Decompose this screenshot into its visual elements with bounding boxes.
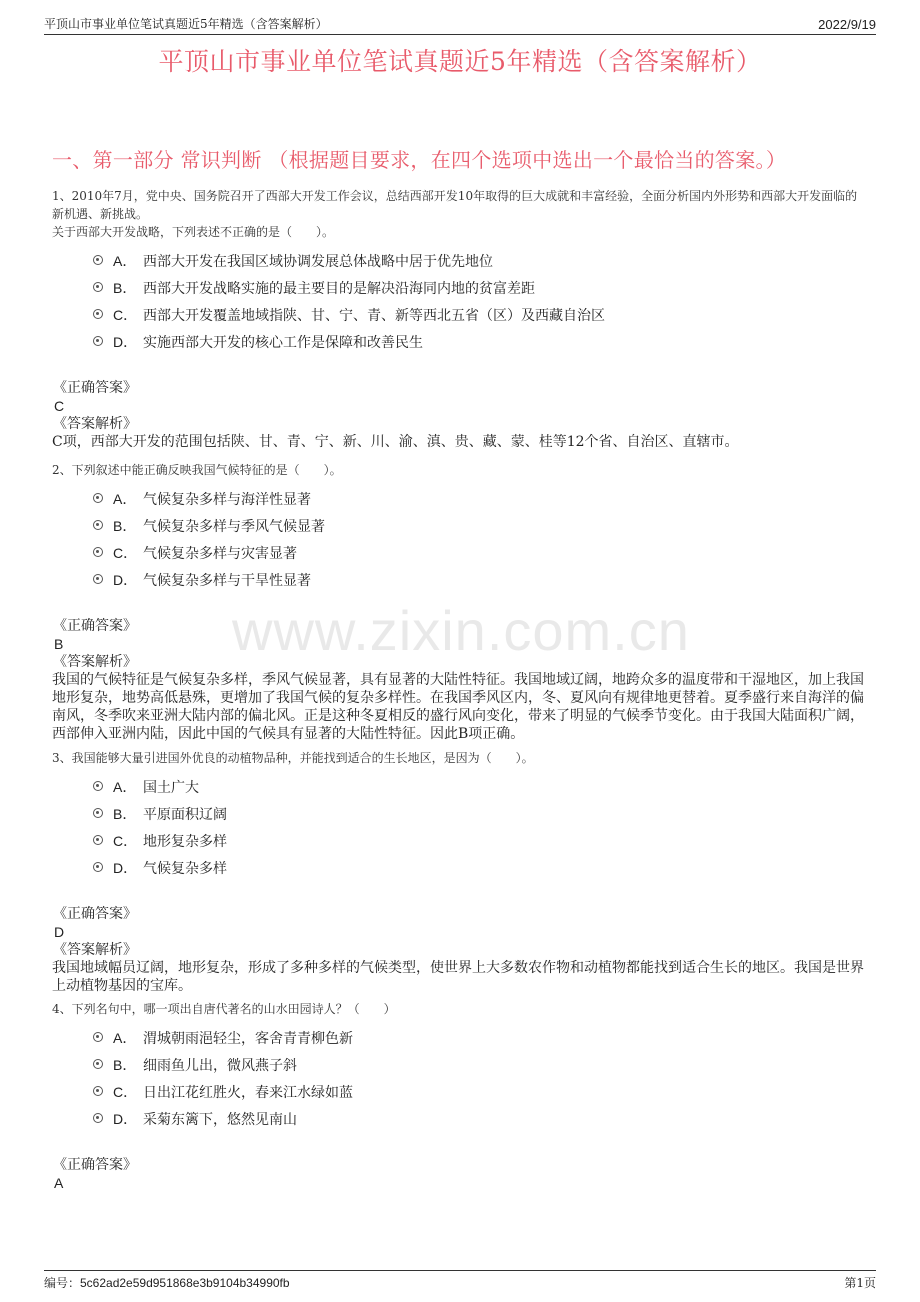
radio-icon[interactable] [93,1086,103,1096]
answer-label: 《正确答案》 [53,618,137,634]
page-header [44,10,876,35]
radio-icon[interactable] [93,520,103,530]
option-d[interactable] [52,328,864,355]
radio-icon[interactable] [93,862,103,872]
option-c[interactable] [52,539,864,566]
option-list [52,485,864,593]
answer-label: 《正确答案》 [53,380,137,396]
radio-icon[interactable] [93,835,103,845]
question-stem: 2、下列叙述中能正确反映我国气候特征的是（ ）。 [52,463,342,477]
radio-icon[interactable] [93,1113,103,1123]
option-a[interactable] [52,485,864,512]
option-text: 细雨鱼儿出，微风燕子斜 [143,1057,297,1074]
page-footer [44,1270,876,1291]
option-text: 实施西部大开发的核心工作是保障和改善民生 [143,334,423,351]
option-b[interactable] [52,1051,864,1078]
option-c[interactable] [52,301,864,328]
option-a[interactable] [52,1024,864,1051]
question-4 [52,1000,864,1192]
option-list [52,247,864,355]
option-letter: A． [113,252,137,269]
radio-icon[interactable] [93,808,103,818]
option-letter: D． [113,1110,138,1127]
explanation-label: 《答案解析》 [53,416,137,432]
option-letter: A． [113,1029,137,1046]
option-letter: D． [113,571,138,588]
answer-label: 《正确答案》 [53,906,137,922]
explanation-text: C项，西部大开发的范围包括陕、甘、青、宁、新、川、渝、滇、贵、藏、蒙、桂等12个省、自治区、直辖市。 [52,434,739,450]
explanation-label: 《答案解析》 [53,942,137,958]
option-b[interactable] [52,800,864,827]
answer-block [52,617,864,743]
question-1 [52,187,864,451]
option-letter: B． [113,1056,137,1073]
section-title: 一、第一部分 常识判断 （根据题目要求，在四个选项中选出一个最恰当的答案。） [52,148,787,172]
option-letter: D． [113,859,138,876]
option-b[interactable] [52,512,864,539]
option-letter: B． [113,805,137,822]
header-doc-name: 平顶山市事业单位笔试真题近5年精选（含答案解析） [44,17,328,31]
radio-icon[interactable] [93,574,103,584]
question-stem: 1、2010年7月，党中央、国务院召开了西部大开发工作会议，总结西部开发10年取得的巨大成就和丰富经验，全面分析国内外形势和西部大开发面临的新机遇、新挑战。 [52,189,858,221]
option-a[interactable] [52,773,864,800]
option-d[interactable] [52,854,864,881]
option-text: 渭城朝雨浥轻尘，客舍青青柳色新 [143,1030,353,1047]
option-letter: C． [113,832,138,849]
radio-icon[interactable] [93,547,103,557]
option-text: 采菊东篱下，悠然见南山 [143,1111,297,1128]
option-text: 西部大开发战略实施的最主要目的是解决沿海同内地的贫富差距 [143,280,535,297]
explanation-text: 我国的气候特征是气候复杂多样，季风气候显著，具有显著的大陆性特征。我国地域辽阔，地跨众多的温度带和干湿地区，加上我国地形复杂，地势高低悬殊，更增加了我国气候的复杂多样性。在我国季风区内，冬、夏风向有规律地更替着。夏季盛行来自海洋的偏南风，冬季吹来亚洲大陆内部的偏北风。正是这种冬夏相反的盛行风向变化，带来了明显的气候季节变化。由于我国大陆面积广阔，西部伸入亚洲内陆，因此中国的气候具有显著的大陆性特征。因此B项正确。 [52,672,864,742]
option-c[interactable] [52,827,864,854]
option-d[interactable] [52,566,864,593]
answer-block [52,905,864,995]
question-stem-sub: 关于西部大开发战略，下列表述不正确的是（ ）。 [52,225,335,239]
option-text: 气候复杂多样与干旱性显著 [143,572,311,589]
page-number: 第1页 [844,1276,876,1290]
option-letter: B． [113,517,137,534]
option-text: 西部大开发覆盖地域指陕、甘、宁、青、新等西北五省（区）及西藏自治区 [143,307,605,324]
option-text: 日出江花红胜火，春来江水绿如蓝 [143,1084,353,1101]
document-title: 平顶山市事业单位笔试真题近5年精选（含答案解析） [158,47,762,76]
question-stem: 3、我国能够大量引进国外优良的动植物品种，并能找到适合的生长地区，是因为（ ）。 [52,751,534,765]
option-letter: C． [113,1083,138,1100]
radio-icon[interactable] [93,781,103,791]
option-letter: D． [113,333,138,350]
option-b[interactable] [52,274,864,301]
option-letter: B． [113,279,137,296]
option-d[interactable] [52,1105,864,1132]
option-text: 国土广大 [143,779,199,796]
option-a[interactable] [52,247,864,274]
explanation-text: 我国地域幅员辽阔，地形复杂，形成了多种多样的气候类型，使世界上大多数农作物和动植物都能找到适合生长的地区。我国是世界上动植物基因的宝库。 [52,960,864,994]
option-text: 气候复杂多样与海洋性显著 [143,491,311,508]
watermark: www.zixin.com.cn [232,599,690,662]
option-text: 气候复杂多样与灾害显著 [143,545,297,562]
correct-answer: B [54,636,64,652]
answer-block [52,1156,864,1192]
option-text: 气候复杂多样 [143,860,227,877]
option-text: 平原面积辽阔 [143,806,227,823]
explanation-label: 《答案解析》 [53,654,137,670]
question-3 [52,749,864,995]
option-letter: A． [113,490,137,507]
option-list [52,773,864,881]
option-text: 地形复杂多样 [143,833,227,850]
option-letter: A． [113,778,137,795]
correct-answer: D [54,924,65,940]
question-stem: 4、下列名句中，哪一项出自唐代著名的山水田园诗人？（ ） [52,1002,396,1016]
radio-icon[interactable] [93,1059,103,1069]
option-letter: C． [113,544,138,561]
question-2 [52,461,864,743]
header-date: 2022/9/19 [818,17,876,32]
option-text: 气候复杂多样与季风气候显著 [143,518,325,535]
answer-block [52,379,864,451]
option-text: 西部大开发在我国区域协调发展总体战略中居于优先地位 [143,253,493,270]
radio-icon[interactable] [93,336,103,346]
correct-answer: C [54,398,65,414]
option-list [52,1024,864,1132]
document-code: 编号：5c62ad2e59d951868e3b9104b34990fb [44,1276,290,1290]
answer-label: 《正确答案》 [53,1157,137,1173]
correct-answer: A [54,1175,64,1191]
option-c[interactable] [52,1078,864,1105]
radio-icon[interactable] [93,255,103,265]
option-letter: C． [113,306,138,323]
radio-icon[interactable] [93,309,103,319]
radio-icon[interactable] [93,1032,103,1042]
radio-icon[interactable] [93,282,103,292]
radio-icon[interactable] [93,493,103,503]
